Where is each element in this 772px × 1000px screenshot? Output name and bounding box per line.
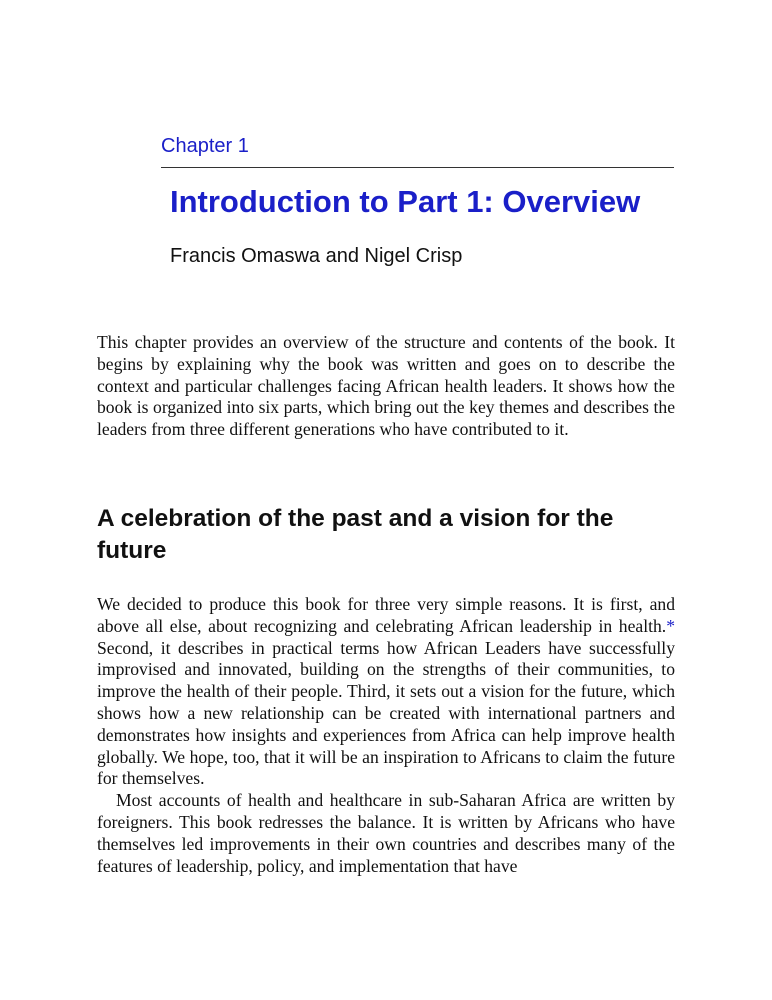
chapter-title: Introduction to Part 1: Overview (170, 184, 641, 219)
body-paragraph: Most accounts of health and healthcare in sub-Saharan Africa are written by foreigners. This book redresses the balance. It is written by Africans who have themselves led improvements in their own countries and describes many of the features of leadership, policy, and implementation that have (97, 790, 675, 876)
paragraph-text: Second, it describes in practical terms how African Leaders have successfully improvised and innovated, building on the strengths of their communities, to improve the health of their people. Third, it sets out a vision for the future, which shows how a new relationship can be created with international partners and demonstrates how insights and experiences from Africa can help improve health globally. We hope, too, that it will be an inspiration to Africans to claim the future for themselves. (97, 637, 675, 789)
body-paragraph (97, 594, 675, 790)
section-body (97, 594, 675, 877)
chapter-divider (161, 167, 674, 168)
chapter-label: Chapter 1 (161, 135, 249, 157)
chapter-authors: Francis Omaswa and Nigel Crisp (170, 245, 463, 267)
chapter-abstract: This chapter provides an overview of the structure and contents of the book. It begins by explaining why the book was written and goes on to describe the context and particular challenges facing African health leaders. It shows how the book is organized into six parts, which bring out the key themes and describes the leaders from three different generations who have contributed to it. (97, 332, 675, 440)
section-heading: A celebration of the past and a vision for the future (97, 505, 614, 564)
footnote-link[interactable]: * (666, 615, 675, 636)
paragraph-text: We decided to produce this book for three very simple reasons. It is first, and above all else, about recognizing and celebrating African leadership in health. (97, 594, 675, 636)
